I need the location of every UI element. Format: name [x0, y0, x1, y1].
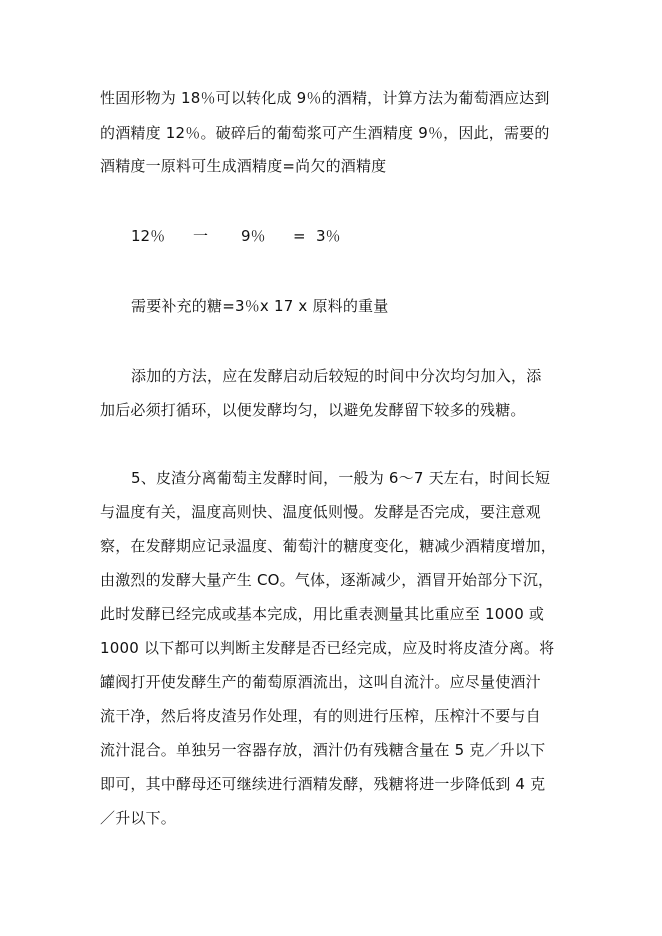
- paragraph-line: 与温度有关，温度高则快、温度低则慢。发酵是否完成，要注意观: [100, 503, 541, 521]
- paragraph-line: 此时发酵已经完成或基本完成，用比重表测量其比重应至 1000 或: [100, 605, 545, 623]
- equation-equals: =: [293, 227, 306, 245]
- equation-operand-a: 12％: [131, 227, 166, 245]
- equation-operand-b: 9％: [241, 227, 266, 245]
- paragraph-line: 由激烈的发酵大量产生 CO。气体，逐渐减少，酒冒开始部分下沉，: [100, 571, 554, 589]
- paragraph-line: 5、皮渣分离葡萄主发酵时间，一般为 6～7 天左右，时间长短: [131, 469, 551, 487]
- paragraph-line: 性固形物为 18％可以转化成 9％的酒精，计算方法为葡萄酒应达到: [100, 89, 550, 107]
- paragraph-line: 加后必须打循环，以便发酵均匀，以避免发酵留下较多的残糖。: [100, 401, 526, 419]
- paragraph-line: 1000 以下都可以判断主发酵是否已经完成，应及时将皮渣分离。将: [100, 639, 555, 657]
- paragraph-line: 流干净，然后将皮渣另作处理，有的则进行压榨，压榨汁不要与自: [100, 707, 541, 725]
- paragraph-line: 察，在发酵期应记录温度、葡萄汁的糖度变化，糖减少酒精度增加，: [100, 537, 557, 555]
- equation-result: 3％: [316, 227, 341, 245]
- paragraph-line: 流汁混合。单独另一容器存放，酒汁仍有残糖含量在 5 克／升以下: [100, 741, 546, 759]
- sugar-formula: 需要补充的糖=3％x 17 x 原料的重量: [131, 297, 389, 315]
- paragraph-line: ／升以下。: [100, 809, 177, 827]
- paragraph-line: 酒精度一原料可生成酒精度=尚欠的酒精度: [100, 157, 387, 175]
- paragraph-line: 的酒精度 12％。破碎后的葡萄浆可产生酒精度 9％，因此，需要的: [100, 124, 550, 142]
- paragraph-line: 添加的方法，应在发酵启动后较短的时间中分次均匀加入，添: [131, 367, 542, 385]
- equation-minus: 一: [193, 227, 209, 245]
- paragraph-line: 即可，其中酵母还可继续进行酒精发酵，残糖将进一步降低到 4 克: [100, 775, 546, 793]
- paragraph-line: 罐阀打开使发酵生产的葡萄原酒流出，这叫自流汁。应尽量使酒汁: [100, 673, 541, 691]
